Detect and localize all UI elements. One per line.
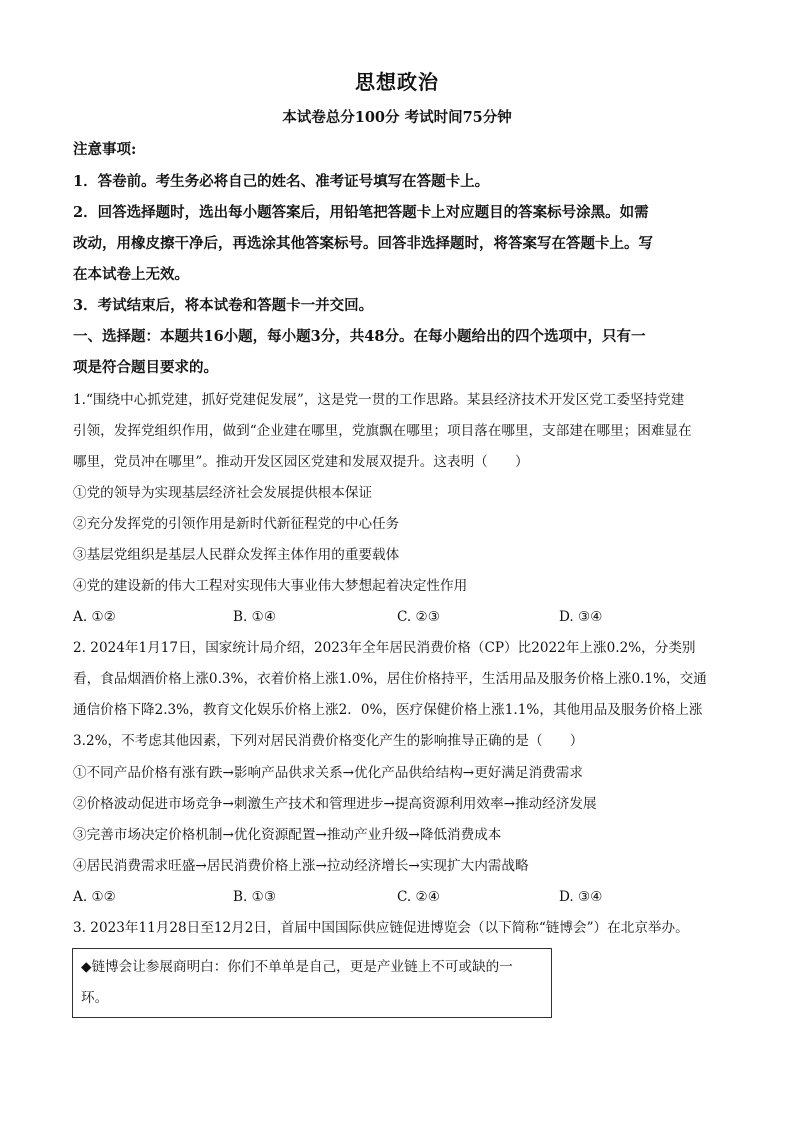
question-2-statement: ①不同产品价格有涨有跌→影响产品供求关系→优化产品供给结构→更好满足消费需求 <box>73 765 583 781</box>
question-2-options <box>73 887 723 907</box>
notice-line: 在本试卷上无效。 <box>73 266 189 283</box>
option-b: B. ①③ <box>233 889 277 905</box>
question-1-text: 1.“围绕中心抓党建，抓好党建促发展”，这是党一贯的工作思路。某县经济技术开发区党工委坚持党建 <box>73 392 685 408</box>
question-1-statement: ③基层党组织是基层人民群众发挥主体作用的重要载体 <box>73 547 400 563</box>
question-2-statement: ③完善市场决定价格机制→优化资源配置→推动产业升级→降低消费成本 <box>73 827 502 843</box>
option-d: D. ③④ <box>559 609 603 625</box>
question-2-text: 2. 2024年1月17日，国家统计局介绍，2023年全年居民消费价格（CP）比2022年上涨0.2%，分类别 <box>73 640 696 656</box>
question-2-text: 3.2%，不考虑其他因素，下列对居民消费价格变化产生的影响推导正确的是（ ） <box>73 733 584 749</box>
question-2-text: 通信价格下降2.3%，教育文化娱乐价格上涨2．0%，医疗保健价格上涨1.1%，其他用品及服务价格上涨 <box>73 702 703 718</box>
option-d: D. ③④ <box>559 889 603 905</box>
notice-line: 3．考试结束后，将本试卷和答题卡一并交回。 <box>73 297 374 314</box>
question-1-options <box>73 607 723 627</box>
material-box <box>72 948 552 1018</box>
notice-heading: 注意事项: <box>73 141 137 158</box>
option-a: A. ①② <box>73 609 116 625</box>
option-c: C. ②④ <box>397 889 440 905</box>
question-2-statement: ④居民消费需求旺盛→居民消费价格上涨→拉动经济增长→实现扩大内需战略 <box>73 858 529 874</box>
page-title: 思想政治 <box>355 70 439 94</box>
section-heading: 一、选择题：本题共16小题，每小题3分，共48分。在每小题给出的四个选项中，只有一 <box>73 328 646 345</box>
question-1-statement: ①党的领导为实现基层经济社会发展提供根本保证 <box>73 485 373 501</box>
option-c: C. ②③ <box>397 609 440 625</box>
section-heading: 项是符合题目要求的。 <box>73 359 218 376</box>
question-1-statement: ④党的建设新的伟大工程对实现伟大事业伟大梦想起着决定性作用 <box>73 578 468 594</box>
question-2-statement: ②价格波动促进市场竞争→刺激生产技术和管理进步→提高资源利用效率→推动经济发展 <box>73 796 597 812</box>
notice-line: 1．答卷前。考生务必将自己的姓名、准考证号填写在答题卡上。 <box>73 173 490 190</box>
option-b: B. ①④ <box>233 609 277 625</box>
question-1-text: 引领，发挥党组织作用，做到“企业建在哪里，党旗飘在哪里；项目落在哪里，支部建在哪里；困难显在 <box>73 423 692 439</box>
question-2-text: 看，食品烟酒价格上涨0.3%，衣着价格上涨1.0%，居住价格持平，生活用品及服务价格上涨0.1%，交通 <box>73 671 707 687</box>
exam-info: 本试卷总分100分 考试时间75分钟 <box>282 109 512 126</box>
material-line: ◆链博会让参展商明白：你们不单单是自己，更是产业链上不可或缺的一 <box>81 959 513 975</box>
question-1-text: 哪里，党员冲在哪里”。推动开发区园区党建和发展双提升。这表明（ ） <box>73 454 529 470</box>
notice-line: 改动，用橡皮擦干净后，再选涂其他答案标号。回答非选择题时，将答案写在答题卡上。写 <box>73 235 653 252</box>
question-1-statement: ②充分发挥党的引领作用是新时代新征程党的中心任务 <box>73 516 400 532</box>
option-a: A. ①② <box>73 889 116 905</box>
notice-line: 2．回答选择题时，选出每小题答案后，用铅笔把答题卡上对应题目的答案标号涂黑。如需 <box>73 204 649 221</box>
question-3-text: 3. 2023年11月28日至12月2日，首届中国国际供应链促进博览会（以下简称“链博会”）在北京举办。 <box>73 920 689 936</box>
material-line: 环。 <box>81 990 109 1006</box>
